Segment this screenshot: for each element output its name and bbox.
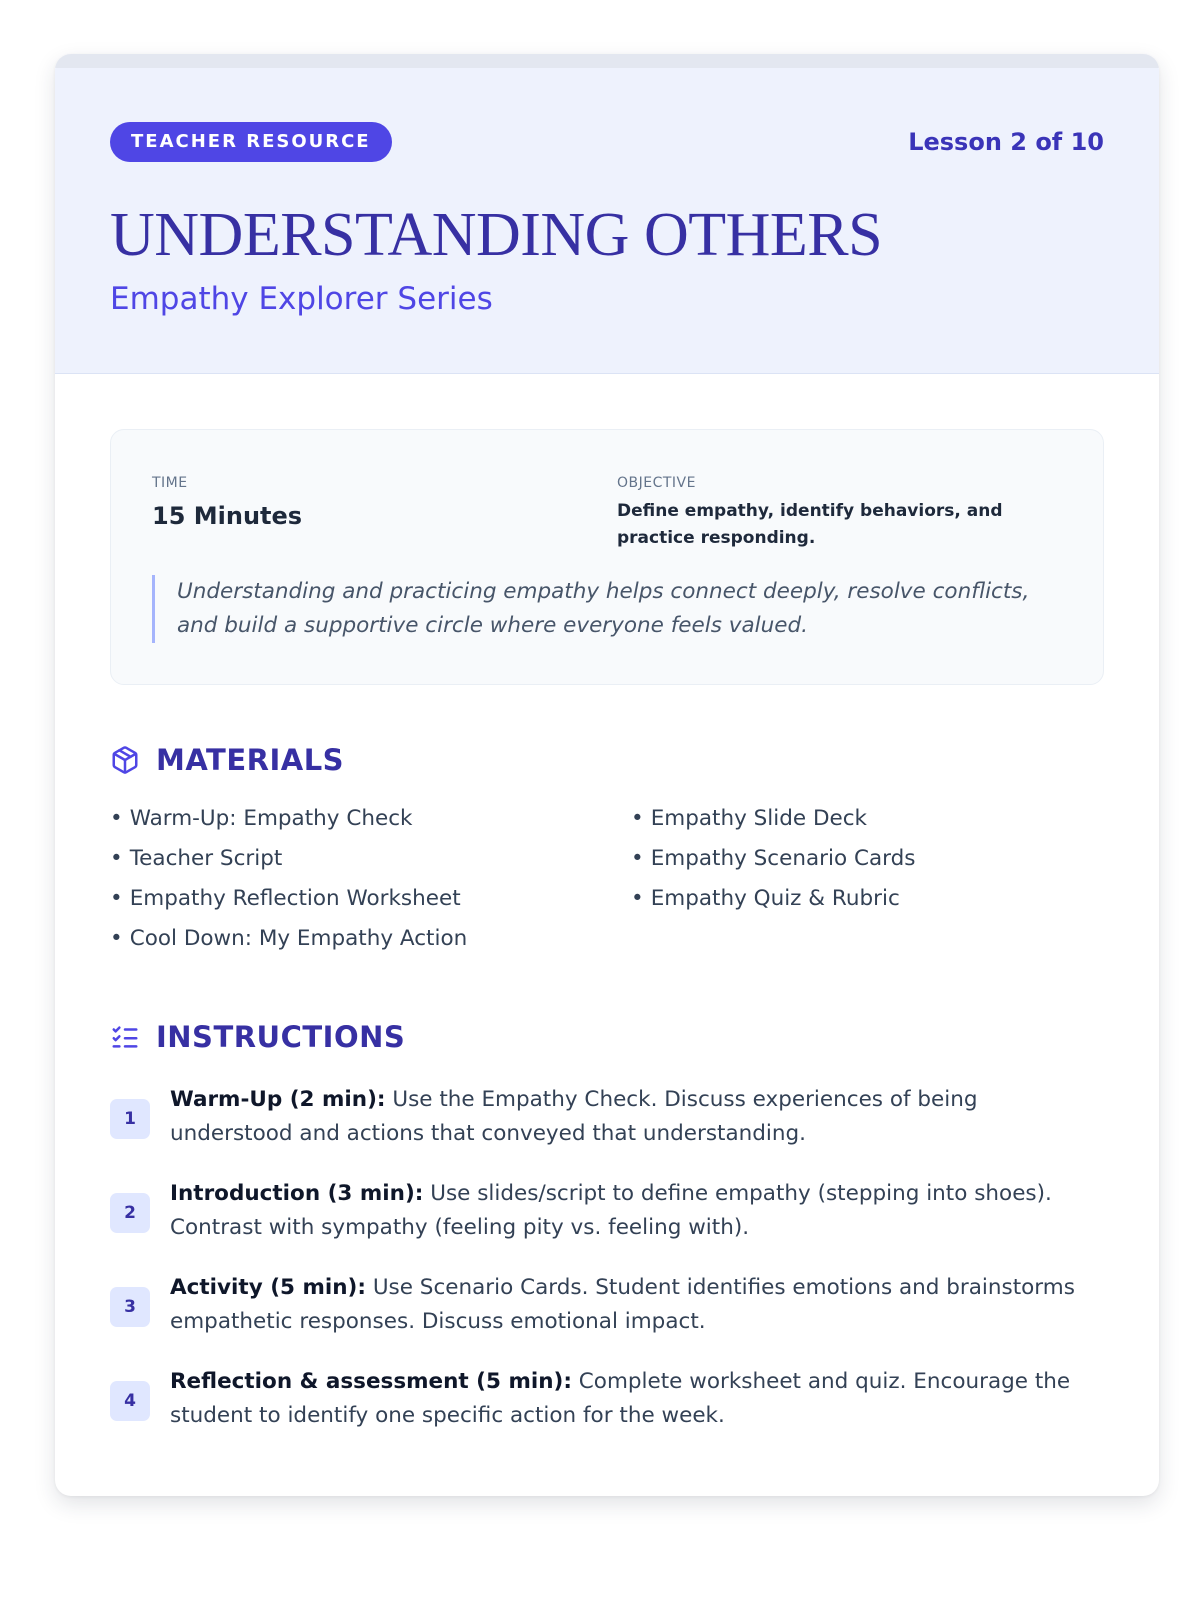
step-text — [170, 1083, 1104, 1151]
instructions-heading-text: INSTRUCTIONS — [156, 1020, 406, 1054]
instruction-step — [110, 1177, 1104, 1245]
instruction-step — [110, 1083, 1104, 1151]
step-description: Complete worksheet and quiz. Encourage the student to identify one specific action for the week. — [170, 1369, 1071, 1428]
lesson-content — [55, 374, 1159, 1433]
lesson-header — [55, 68, 1159, 374]
material-item: • Empathy Reflection Worksheet — [110, 879, 631, 919]
step-title: Warm-Up (2 min): — [170, 1087, 386, 1112]
material-item: • Teacher Script — [110, 839, 631, 879]
lesson-title: UNDERSTANDING OTHERS — [110, 201, 883, 269]
time-label: TIME — [152, 475, 188, 491]
material-item: • Empathy Quiz & Rubric — [631, 879, 1091, 919]
step-title: Reflection & assessment (5 min): — [170, 1369, 572, 1394]
material-item: • Empathy Slide Deck — [631, 799, 1091, 839]
material-item: • Cool Down: My Empathy Action — [110, 919, 631, 959]
material-item: • Empathy Scenario Cards — [631, 839, 1091, 879]
step-title: Activity (5 min): — [170, 1275, 366, 1300]
instruction-steps — [110, 1083, 1104, 1433]
step-text — [170, 1271, 1104, 1339]
step-description: Use Scenario Cards. Student identifies emotions and brainstorms empathetic responses. Discuss emotional impact. — [170, 1275, 1075, 1334]
materials-list — [110, 799, 1104, 959]
materials-heading-text: MATERIALS — [156, 743, 345, 777]
lesson-count: Lesson 2 of 10 — [908, 128, 1104, 156]
step-title: Introduction (3 min): — [170, 1181, 424, 1206]
materials-heading — [110, 740, 1104, 780]
box-icon — [110, 745, 140, 775]
objective-value: Define empathy, identify behaviors, and practice responding. — [617, 501, 1003, 548]
step-number: 3 — [110, 1287, 150, 1327]
step-description: Use the Empathy Check. Discuss experiences of being understood and actions that conveyed that understanding. — [170, 1087, 978, 1146]
instruction-step — [110, 1365, 1104, 1433]
step-text — [170, 1365, 1104, 1433]
instructions-heading — [110, 1017, 1104, 1057]
objective-label: OBJECTIVE — [617, 475, 696, 491]
lesson-card — [55, 54, 1159, 1496]
step-number: 1 — [110, 1099, 150, 1139]
instruction-step — [110, 1271, 1104, 1339]
step-text — [170, 1177, 1104, 1245]
teacher-resource-badge: TEACHER RESOURCE — [110, 122, 392, 162]
time-value: 15 Minutes — [152, 502, 303, 530]
material-item: • Warm-Up: Empathy Check — [110, 799, 631, 839]
lesson-quote: Understanding and practicing empathy helps connect deeply, resolve conflicts, and build a supportive circle where everyone feels valued. — [152, 575, 1057, 643]
step-number: 4 — [110, 1381, 150, 1421]
top-strip — [55, 54, 1159, 68]
summary-box — [110, 429, 1104, 685]
series-name: Empathy Explorer Series — [110, 281, 493, 317]
step-number: 2 — [110, 1193, 150, 1233]
checklist-icon — [110, 1022, 140, 1052]
step-description: Use slides/script to define empathy (stepping into shoes). Contrast with sympathy (feeling pity vs. feeling with). — [170, 1181, 1052, 1240]
